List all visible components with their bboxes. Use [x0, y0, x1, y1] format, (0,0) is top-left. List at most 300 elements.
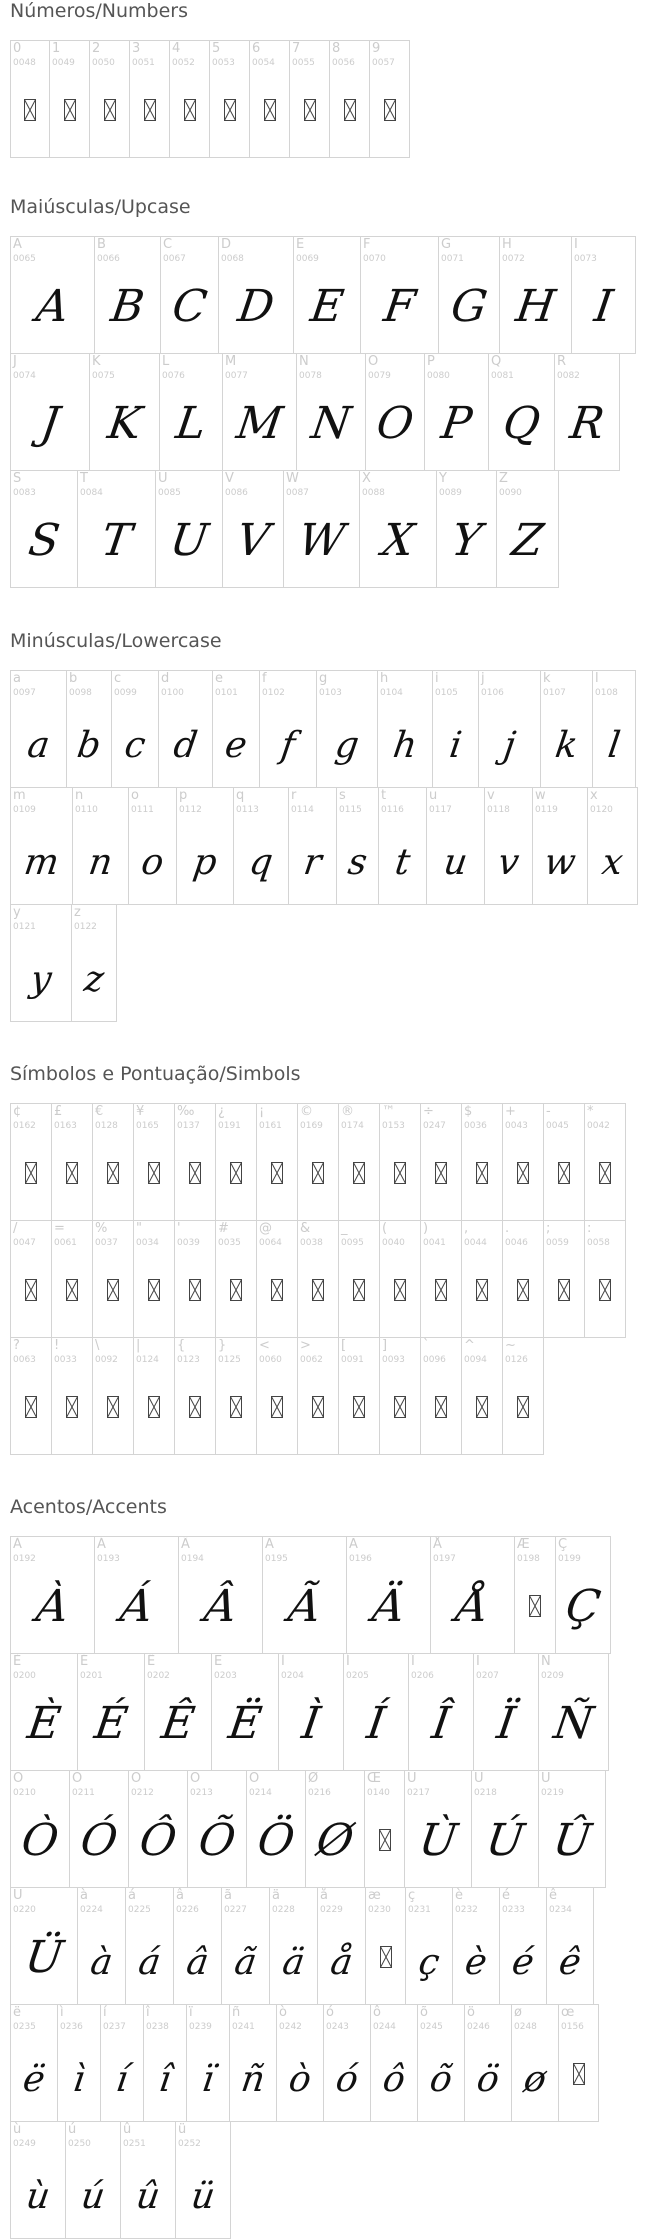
glyph-character-label: ï: [189, 2005, 193, 2020]
glyph-cell: [502, 1337, 544, 1455]
glyph-code-label: 0242: [279, 2022, 302, 2032]
glyph-cell: [133, 1220, 175, 1338]
glyph-sample: D: [234, 281, 278, 332]
glyph-character-label: Ü: [13, 1888, 23, 1903]
glyph-sample: n: [86, 842, 116, 883]
glyph-cell: [289, 40, 330, 158]
glyph-sample: w: [541, 842, 579, 883]
glyph-sample: Ã: [285, 1581, 325, 1632]
glyph-character-label: æ: [368, 1888, 381, 1903]
glyph-cell: [461, 1337, 503, 1455]
glyph-cell: [222, 470, 284, 588]
glyph-cell: [249, 40, 290, 158]
glyph-cell: [259, 670, 317, 788]
glyph-code-label: 0113: [236, 805, 259, 815]
glyph-sample: Ï: [493, 1698, 519, 1749]
glyph-character-label: ^: [464, 1338, 475, 1353]
glyph-code-label: 0064: [259, 1238, 282, 1248]
section: [10, 1496, 604, 2217]
glyph-code-label: 0227: [224, 1905, 247, 1915]
missing-glyph-icon: [370, 99, 409, 128]
glyph-cell: [176, 787, 234, 905]
glyph-code-label: 0105: [435, 688, 458, 698]
missing-glyph-icon: [585, 1162, 625, 1191]
glyph-code-label: 0044: [464, 1238, 487, 1248]
glyph-cell: [336, 787, 379, 905]
glyph-cell: [133, 1103, 175, 1221]
glyph-cell: [378, 787, 427, 905]
glyph-cell: [256, 1337, 298, 1455]
missing-glyph-icon: [339, 1279, 379, 1308]
glyph-cell: [218, 236, 294, 354]
glyph-sample: à: [87, 1942, 116, 1983]
missing-glyph-icon: [339, 1162, 379, 1191]
glyph-cell: [316, 670, 378, 788]
glyph-cell: [89, 353, 160, 471]
glyph-character-label: Ê: [147, 1654, 156, 1669]
glyph-code-label: 0072: [502, 254, 525, 264]
glyph-character-label: G: [441, 237, 452, 252]
glyph-sample: E: [307, 281, 347, 332]
glyph-sample: É: [91, 1698, 131, 1749]
glyph-sample: í: [113, 2059, 131, 2100]
glyph-sample: b: [74, 725, 104, 766]
glyph-sample: M: [233, 398, 286, 449]
glyph-cell: [211, 1653, 279, 1771]
glyph-code-label: 0097: [13, 688, 36, 698]
glyph-code-label: 0042: [587, 1121, 610, 1131]
glyph-sample: U: [166, 515, 212, 566]
glyph-character-label: x: [590, 788, 598, 803]
glyph-character-label: ô: [373, 2005, 381, 2020]
glyph-character-label: Q: [491, 354, 502, 369]
glyph-code-label: 0233: [502, 1905, 525, 1915]
glyph-character-label: T: [80, 471, 88, 486]
glyph-cell: [10, 787, 73, 905]
missing-glyph-icon: [175, 1396, 215, 1425]
glyph-code-label: 0040: [382, 1238, 405, 1248]
glyph-code-label: 0207: [476, 1671, 499, 1681]
glyph-character-label: B: [97, 237, 106, 252]
missing-glyph-box: [66, 1279, 78, 1301]
glyph-cell: [215, 1220, 257, 1338]
missing-glyph-box: [435, 1279, 447, 1301]
glyph-sample: v: [495, 842, 522, 883]
section: [10, 1063, 610, 1365]
glyph-code-label: 0197: [433, 1554, 456, 1564]
glyph-character-label: ": [136, 1221, 142, 1236]
glyph-cell: [10, 1220, 52, 1338]
glyph-cell: [540, 670, 593, 788]
missing-glyph-box: [304, 99, 316, 121]
glyph-cell: [10, 353, 90, 471]
glyph-character-label: û: [123, 2122, 132, 2137]
glyph-character-label: ]: [382, 1338, 388, 1353]
glyph-cell: [77, 1887, 126, 2005]
glyph-character-label: c: [114, 671, 122, 686]
glyph-sample: l: [605, 725, 623, 766]
glyph-cell: [128, 1770, 188, 1888]
glyph-sample: B: [107, 281, 148, 332]
glyph-character-label: e: [215, 671, 223, 686]
glyph-cell: [488, 353, 555, 471]
glyph-character-label: Ù: [407, 1771, 417, 1786]
glyph-cell: [323, 2004, 371, 2122]
glyph-cell: [297, 1337, 339, 1455]
missing-glyph-box: [573, 2063, 585, 2085]
glyph-cell: [120, 2121, 176, 2239]
glyph-character-label: Â: [181, 1537, 190, 1552]
glyph-code-label: 0191: [218, 1121, 241, 1131]
glyph-cell: [317, 1887, 366, 2005]
glyph-code-label: 0057: [372, 58, 395, 68]
glyph-code-label: 0203: [214, 1671, 237, 1681]
glyph-cell: [461, 1103, 503, 1221]
glyph-character-label: £: [54, 1104, 63, 1119]
glyph-row: [10, 1653, 608, 1771]
glyph-code-label: 0244: [373, 2022, 396, 2032]
missing-glyph-icon: [339, 1396, 379, 1425]
missing-glyph-icon: [52, 1279, 92, 1308]
glyph-code-label: 0124: [136, 1355, 159, 1365]
glyph-code-label: 0235: [13, 2022, 36, 2032]
glyph-code-label: 0095: [341, 1238, 364, 1248]
glyph-code-label: 0063: [13, 1355, 36, 1365]
missing-glyph-box: [353, 1396, 365, 1418]
glyph-code-label: 0038: [300, 1238, 323, 1248]
missing-glyph-box: [435, 1396, 447, 1418]
glyph-character-label: %: [95, 1221, 108, 1236]
missing-glyph-icon: [90, 99, 129, 128]
glyph-cell: [10, 1536, 95, 1654]
glyph-cell: [100, 2004, 144, 2122]
glyph-sample: È: [24, 1698, 64, 1749]
glyph-character-label: Ì: [281, 1654, 285, 1669]
missing-glyph-icon: [298, 1396, 338, 1425]
glyph-sample: õ: [427, 2059, 455, 2100]
missing-glyph-box: [66, 1396, 78, 1418]
glyph-character-label: 4: [172, 41, 181, 56]
missing-glyph-box: [189, 1162, 201, 1184]
glyph-code-label: 0059: [546, 1238, 569, 1248]
glyph-cell: [174, 1220, 216, 1338]
glyph-cell: [404, 1770, 472, 1888]
glyph-character-label: ÷: [423, 1104, 434, 1119]
glyph-sample: ç: [416, 1942, 443, 1983]
glyph-code-label: 0092: [95, 1355, 118, 1365]
missing-glyph-icon: [380, 1396, 420, 1425]
glyph-code-label: 0100: [161, 688, 184, 698]
missing-glyph-box: [312, 1279, 324, 1301]
glyph-code-label: 0209: [541, 1671, 564, 1681]
glyph-code-label: 0204: [281, 1671, 304, 1681]
glyph-character-label: A: [13, 237, 22, 252]
glyph-character-label: ,: [464, 1221, 469, 1236]
glyph-cell: [10, 40, 50, 158]
glyph-character-label: Ë: [214, 1654, 223, 1669]
glyph-code-label: 0048: [13, 58, 36, 68]
glyph-code-label: 0068: [221, 254, 244, 264]
glyph-sample: H: [512, 281, 559, 332]
glyph-cell: [338, 1220, 380, 1338]
glyph-character-label: I: [574, 237, 578, 252]
glyph-sample: W: [295, 515, 348, 566]
missing-glyph-box: [148, 1279, 160, 1301]
glyph-code-label: 0101: [215, 688, 238, 698]
glyph-code-label: 0061: [54, 1238, 77, 1248]
glyph-cell: [175, 2121, 231, 2239]
glyph-code-label: 0219: [541, 1788, 564, 1798]
glyph-code-label: 0210: [13, 1788, 36, 1798]
glyph-cell: [174, 1337, 216, 1455]
glyph-sample: ú: [78, 2176, 108, 2217]
missing-glyph-box: [230, 1279, 242, 1301]
glyph-cell: [71, 904, 117, 1022]
glyph-character-label: ó: [326, 2005, 334, 2020]
glyph-code-label: 0140: [367, 1788, 390, 1798]
glyph-code-label: 0236: [60, 2022, 83, 2032]
glyph-character-label: *: [587, 1104, 594, 1119]
glyph-code-label: 0212: [131, 1788, 154, 1798]
glyph-cell: [10, 1887, 78, 2005]
glyph-code-label: 0045: [546, 1121, 569, 1131]
glyph-code-label: 0165: [136, 1121, 159, 1131]
glyph-code-label: 0062: [300, 1355, 323, 1365]
missing-glyph-box: [148, 1162, 160, 1184]
glyph-row: [10, 787, 637, 905]
missing-glyph-icon: [257, 1279, 297, 1308]
glyph-cell: [92, 1337, 134, 1455]
glyph-character-label: w: [535, 788, 546, 803]
glyph-code-label: 0094: [464, 1355, 487, 1365]
glyph-cell: [511, 2004, 559, 2122]
glyph-cell: [592, 670, 636, 788]
glyph-cell: [51, 1337, 93, 1455]
missing-glyph-icon: [503, 1162, 543, 1191]
glyph-cell: [420, 1337, 462, 1455]
glyph-cell: [538, 1770, 606, 1888]
missing-glyph-box: [107, 1279, 119, 1301]
glyph-character-label: â: [176, 1888, 184, 1903]
glyph-code-label: 0071: [441, 254, 464, 264]
glyph-sample: Ö: [254, 1815, 298, 1866]
glyph-code-label: 0123: [177, 1355, 200, 1365]
glyph-cell: [155, 470, 223, 588]
glyph-sample: z: [81, 959, 107, 1000]
glyph-code-label: 0069: [296, 254, 319, 264]
glyph-cell: [209, 40, 250, 158]
glyph-code-label: 0195: [265, 1554, 288, 1564]
glyph-sample: ä: [279, 1942, 308, 1983]
glyph-code-label: 0229: [320, 1905, 343, 1915]
glyph-cell: [499, 1887, 547, 2005]
glyph-code-label: 0220: [13, 1905, 36, 1915]
glyph-character-label: Ã: [265, 1537, 274, 1552]
missing-glyph-box: [24, 99, 36, 121]
glyph-sample: q: [246, 842, 276, 883]
glyph-sample: Ç: [562, 1581, 604, 1632]
glyph-sample: V: [233, 515, 273, 566]
glyph-cell: [420, 1103, 462, 1221]
glyph-code-label: 0198: [517, 1554, 540, 1564]
missing-glyph-icon: [380, 1162, 420, 1191]
glyph-sample: e: [222, 725, 250, 766]
missing-glyph-box: [312, 1396, 324, 1418]
glyph-cell: [532, 787, 588, 905]
glyph-sample: t: [392, 842, 413, 883]
glyph-sample: ü: [188, 2176, 218, 2217]
glyph-code-label: 0078: [299, 371, 322, 381]
glyph-character-label: ¢: [13, 1104, 22, 1119]
glyph-character-label: L: [162, 354, 170, 369]
missing-glyph-box: [107, 1162, 119, 1184]
glyph-cell: [125, 1887, 174, 2005]
glyph-code-label: 0234: [549, 1905, 572, 1915]
glyph-sample: Y: [448, 515, 485, 566]
glyph-cell: [133, 1337, 175, 1455]
missing-glyph-box: [64, 99, 76, 121]
glyph-character-label: ¥: [136, 1104, 145, 1119]
glyph-character-label: Ú: [474, 1771, 484, 1786]
glyph-cell: [246, 1770, 306, 1888]
glyph-code-label: 0050: [92, 58, 115, 68]
glyph-character-label: è: [455, 1888, 463, 1903]
glyph-character-label: ?: [13, 1338, 20, 1353]
glyph-cell: [436, 470, 497, 588]
glyph-character-label: Ñ: [541, 1654, 551, 1669]
glyph-sample: î: [156, 2059, 174, 2100]
section-title: Números/Numbers: [10, 0, 188, 22]
missing-glyph-box: [476, 1279, 488, 1301]
glyph-code-label: 0099: [114, 688, 137, 698]
glyph-sample: ô: [380, 2059, 408, 2100]
glyph-code-label: 0052: [172, 58, 195, 68]
glyph-character-label: >: [300, 1338, 311, 1353]
glyph-cell: [10, 1337, 52, 1455]
missing-glyph-icon: [170, 99, 209, 128]
glyph-character-label: `: [423, 1338, 430, 1353]
glyph-character-label: ö: [467, 2005, 475, 2020]
glyph-sample: Õ: [195, 1815, 239, 1866]
glyph-row: [10, 1887, 593, 2005]
glyph-character-label: $: [464, 1104, 473, 1119]
glyph-sample: ì: [70, 2059, 88, 2100]
glyph-code-label: 0056: [332, 58, 355, 68]
glyph-code-label: 0216: [308, 1788, 331, 1798]
missing-glyph-box: [25, 1279, 37, 1301]
glyph-code-label: 0218: [474, 1788, 497, 1798]
glyph-character-label: u: [429, 788, 438, 803]
glyph-code-label: 0076: [162, 371, 185, 381]
glyph-character-label: 2: [92, 41, 101, 56]
glyph-character-label: ü: [178, 2122, 187, 2137]
glyph-character-label: ù: [13, 2122, 22, 2137]
glyph-character-label: m: [13, 788, 26, 803]
glyph-cell: [144, 1653, 212, 1771]
missing-glyph-icon: [175, 1162, 215, 1191]
glyph-cell: [288, 787, 337, 905]
glyph-code-label: 0241: [232, 2022, 255, 2032]
missing-glyph-box: [394, 1279, 406, 1301]
glyph-character-label: O: [368, 354, 379, 369]
glyph-character-label: Z: [499, 471, 508, 486]
missing-glyph-box: [517, 1396, 529, 1418]
glyph-cell: [370, 2004, 418, 2122]
glyph-cell: [464, 2004, 512, 2122]
glyph-code-label: 0110: [75, 805, 98, 815]
missing-glyph-box: [476, 1396, 488, 1418]
glyph-cell: [365, 1887, 406, 2005]
glyph-sample: f: [278, 725, 298, 766]
missing-glyph-box: [148, 1396, 160, 1418]
glyph-row: [10, 40, 409, 158]
glyph-cell: [417, 2004, 465, 2122]
glyph-sample: ê: [556, 1942, 584, 1983]
glyph-character-label: i: [435, 671, 439, 686]
glyph-character-label: Ä: [349, 1537, 358, 1552]
missing-glyph-icon: [11, 1396, 51, 1425]
glyph-sample: Z: [508, 515, 547, 566]
glyph-sample: ø: [521, 2059, 549, 2100]
glyph-character-label: N: [299, 354, 309, 369]
glyph-character-label: :: [587, 1221, 592, 1236]
missing-glyph-icon: [175, 1279, 215, 1308]
glyph-character-label: #: [218, 1221, 229, 1236]
glyph-sample: O: [373, 398, 417, 449]
missing-glyph-box: [344, 99, 356, 121]
glyph-character-label: |: [136, 1338, 141, 1353]
glyph-cell: [111, 670, 159, 788]
glyph-code-label: 0153: [382, 1121, 405, 1131]
missing-glyph-icon: [134, 1396, 174, 1425]
glyph-code-label: 0120: [590, 805, 613, 815]
glyph-code-label: 0098: [69, 688, 92, 698]
glyph-code-label: 0193: [97, 1554, 120, 1564]
glyph-row: [10, 1337, 543, 1455]
glyph-character-label: {: [177, 1338, 186, 1353]
glyph-code-label: 0128: [95, 1121, 118, 1131]
glyph-cell: [159, 353, 223, 471]
glyph-character-label: P: [427, 354, 435, 369]
glyph-code-label: 0169: [300, 1121, 323, 1131]
glyph-sample: o: [138, 842, 167, 883]
glyph-cell: [405, 1887, 453, 2005]
glyph-character-label: ): [423, 1221, 429, 1236]
glyph-character-label: X: [362, 471, 371, 486]
missing-glyph-box: [558, 1162, 570, 1184]
glyph-code-label: 0230: [368, 1905, 391, 1915]
glyph-sample: Ù: [415, 1815, 461, 1866]
missing-glyph-icon: [462, 1279, 502, 1308]
glyph-cell: [10, 904, 72, 1022]
glyph-code-label: 0192: [13, 1554, 36, 1564]
missing-glyph-box: [144, 99, 156, 121]
glyph-sample: g: [332, 725, 362, 766]
glyph-sample: Í: [363, 1698, 389, 1749]
glyph-code-label: 0035: [218, 1238, 241, 1248]
glyph-cell: [276, 2004, 324, 2122]
glyph-code-label: 0126: [505, 1355, 528, 1365]
glyph-code-label: 0085: [158, 488, 181, 498]
glyph-code-label: 0053: [212, 58, 235, 68]
missing-glyph-icon: [503, 1279, 543, 1308]
glyph-character-label: Ï: [476, 1654, 480, 1669]
glyph-code-label: 0224: [80, 1905, 103, 1915]
glyph-sample: Ô: [136, 1815, 180, 1866]
glyph-character-label: ä: [272, 1888, 280, 1903]
glyph-code-label: 0043: [505, 1121, 528, 1131]
missing-glyph-box: [224, 99, 236, 121]
